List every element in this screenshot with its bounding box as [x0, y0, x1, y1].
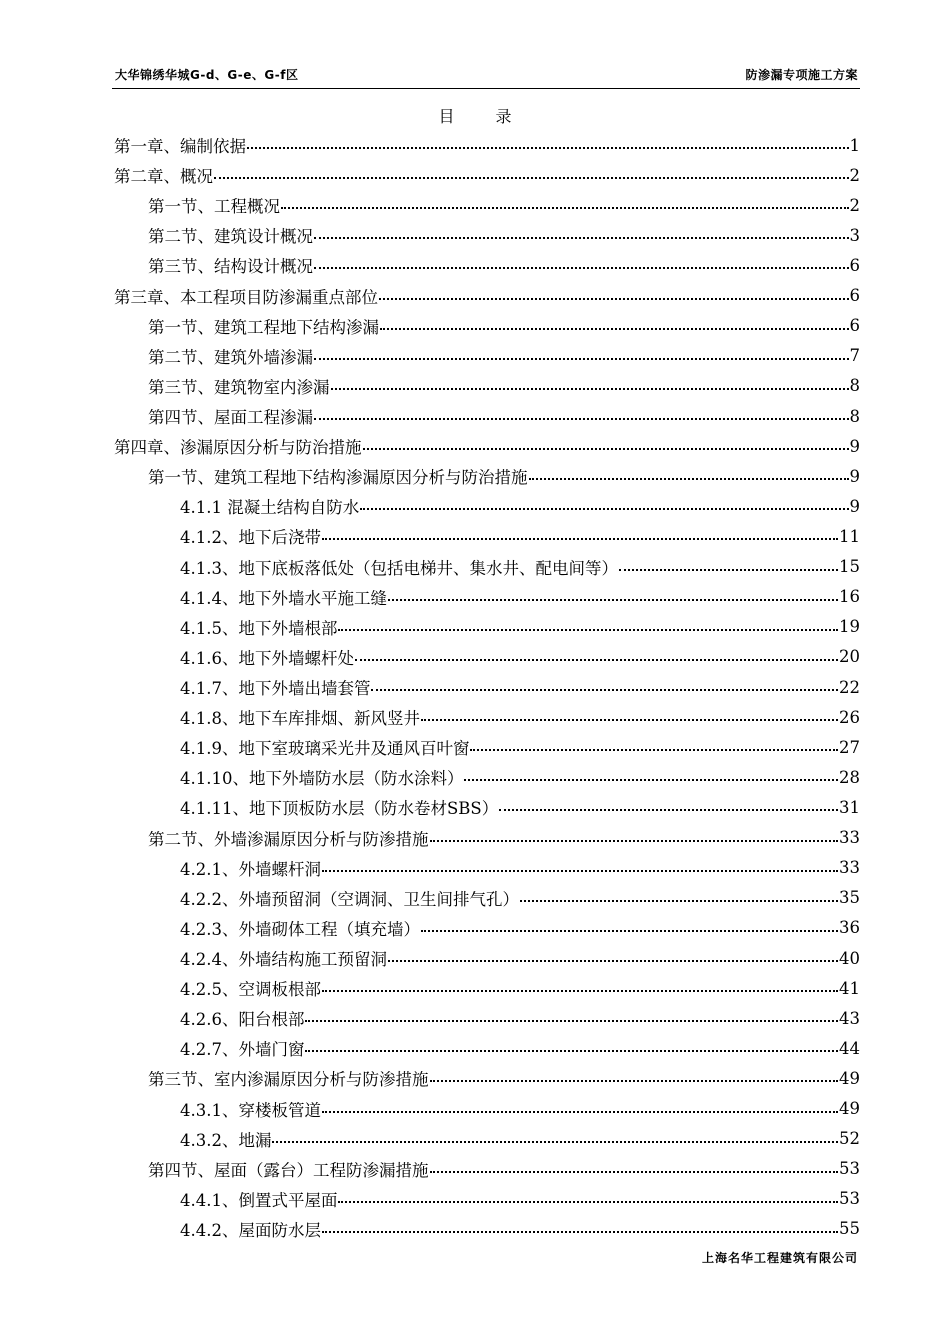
toc-entry-label: 第三节、室内渗漏原因分析与防渗措施 [148, 1070, 429, 1090]
toc-entry-label: 4.1.1 混凝土结构自防水 [180, 498, 360, 518]
toc-entry[interactable] [114, 612, 860, 642]
toc-entry[interactable] [114, 823, 860, 853]
toc-dot-leader [520, 900, 838, 902]
toc-entry-page-number: 44 [839, 1038, 860, 1058]
toc-entry-label: 4.2.1、外墙螺杆洞 [180, 859, 321, 879]
toc-dot-leader [464, 779, 838, 781]
toc-entry-label: 4.2.4、外墙结构施工预留洞 [180, 950, 387, 969]
toc-entry-page-number: 40 [839, 948, 860, 968]
toc-entry[interactable] [114, 491, 860, 521]
toc-entry-page-number: 8 [849, 376, 860, 396]
toc-dot-leader [380, 328, 849, 330]
toc-entry[interactable] [114, 521, 860, 551]
toc-entry[interactable] [114, 582, 860, 612]
toc-entry[interactable] [114, 1063, 860, 1093]
toc-dot-leader [421, 930, 838, 932]
toc-entry-label: 第二节、外墙渗漏原因分析与防渗措施 [148, 829, 429, 849]
toc-entry-page-number: 9 [849, 436, 860, 456]
toc-entry[interactable] [114, 883, 860, 913]
toc-entry[interactable] [114, 311, 860, 341]
toc-dot-leader [322, 1111, 838, 1113]
toc-entry-page-number: 15 [839, 557, 860, 577]
toc-entry[interactable] [114, 913, 860, 943]
toc-entry[interactable] [114, 853, 860, 883]
toc-entry-page-number: 28 [839, 767, 860, 787]
toc-entry[interactable] [114, 1154, 860, 1184]
toc-entry[interactable] [114, 190, 860, 220]
toc-dot-leader [305, 1050, 838, 1052]
toc-entry-page-number: 33 [839, 828, 860, 848]
toc-dot-leader [281, 207, 849, 209]
toc-dot-leader [499, 809, 838, 811]
toc-dot-leader [355, 659, 838, 661]
toc-dot-leader [388, 599, 838, 601]
toc-entry-page-number: 7 [849, 346, 860, 366]
toc-entry-label: 4.1.7、地下外墙出墙套管 [180, 679, 371, 699]
toc-dot-leader [322, 870, 838, 872]
toc-entry-label: 第三节、建筑物室内渗漏 [148, 377, 330, 397]
header-project-name: 大华锦绣华城G-d、G-e、G-f区 [115, 68, 299, 82]
toc-entry-label: 第二节、建筑外墙渗漏 [148, 347, 313, 367]
toc-entry[interactable] [114, 792, 860, 822]
toc-entry-label: 第四节、屋面（露台）工程防渗漏措施 [148, 1160, 429, 1180]
toc-entry-label: 4.1.9、地下室玻璃采光井及通风百叶窗 [180, 739, 470, 759]
toc-dot-leader [619, 569, 838, 571]
toc-entry[interactable] [114, 762, 860, 792]
toc-entry[interactable] [114, 732, 860, 762]
toc-entry-label: 4.2.7、外墙门窗 [180, 1040, 305, 1060]
toc-entry-label: 第一节、建筑工程地下结构渗漏 [148, 317, 379, 337]
toc-entry[interactable] [114, 341, 860, 371]
toc-entry[interactable] [114, 1094, 860, 1124]
toc-dot-leader [338, 1201, 838, 1203]
toc-entry-label: 4.1.10、地下外墙防水层（防水涂料） [180, 769, 464, 789]
toc-entry-page-number: 49 [839, 1068, 860, 1088]
toc-dot-leader [314, 267, 849, 269]
toc-dot-leader [430, 1171, 839, 1173]
footer-company-name: 上海名华工程建筑有限公司 [701, 1251, 858, 1265]
toc-entry-page-number: 6 [849, 316, 860, 336]
toc-entry-page-number: 26 [839, 707, 860, 727]
toc-entry-label: 4.2.2、外墙预留洞（空调洞、卫生间排气孔） [180, 889, 519, 909]
toc-entry-label: 4.4.2、屋面防水层 [180, 1220, 321, 1240]
toc-entry[interactable] [114, 371, 860, 401]
toc-dot-leader [338, 629, 838, 631]
toc-entry-page-number: 19 [839, 617, 860, 637]
toc-entry-page-number: 22 [839, 677, 860, 697]
toc-entry-page-number: 9 [849, 466, 860, 486]
toc-entry-label: 4.1.6、地下外墙螺杆处 [180, 648, 354, 668]
toc-dot-leader [371, 689, 838, 691]
toc-dot-leader [360, 508, 848, 510]
toc-dot-leader [322, 1231, 838, 1233]
toc-entry-page-number: 31 [839, 797, 860, 817]
toc-entry-page-number: 33 [839, 858, 860, 878]
toc-entry-label: 4.4.1、倒置式平屋面 [180, 1190, 338, 1210]
toc-entry-label: 4.2.5、空调板根部 [180, 980, 321, 1000]
toc-entry-page-number: 9 [849, 496, 860, 516]
toc-entry-label: 4.1.11、地下顶板防水层（防水卷材SBS） [180, 799, 499, 819]
toc-dot-leader [430, 1080, 839, 1082]
toc-dot-leader [379, 298, 849, 300]
toc-entry-label: 第一章、编制依据 [114, 137, 246, 157]
header-rule [112, 88, 860, 89]
toc-entry-page-number: 6 [849, 255, 860, 275]
toc-entry-page-number: 3 [849, 225, 860, 245]
toc-dot-leader [331, 388, 849, 390]
toc-dot-leader [322, 538, 838, 540]
toc-dot-leader [214, 177, 849, 179]
toc-entry[interactable] [114, 160, 860, 190]
toc-entry-label: 4.2.6、阳台根部 [180, 1010, 305, 1030]
toc-entry-label: 4.1.8、地下车库排烟、新风竖井 [180, 709, 420, 729]
toc-entry-label: 第二节、建筑设计概况 [148, 227, 313, 247]
toc-entry[interactable] [114, 220, 860, 250]
toc-entry[interactable] [114, 1124, 860, 1154]
toc-entry-page-number: 53 [839, 1189, 860, 1209]
toc-entry[interactable] [114, 973, 860, 1003]
toc-dot-leader [314, 418, 849, 420]
toc-entry-label: 第一节、工程概况 [148, 197, 280, 217]
toc-dot-leader [529, 478, 849, 480]
toc-entry[interactable] [114, 461, 860, 491]
toc-entry[interactable] [114, 130, 860, 160]
toc-entry-label: 第二章、概况 [114, 167, 213, 187]
toc-entry-label: 4.2.3、外墙砌体工程（填充墙） [180, 919, 420, 939]
toc-entry-page-number: 20 [839, 647, 860, 667]
toc-entry[interactable] [114, 702, 860, 732]
toc-dot-leader [314, 237, 849, 239]
toc-entry[interactable] [114, 1003, 860, 1033]
toc-entry[interactable] [114, 1184, 860, 1214]
toc-entry-page-number: 6 [849, 286, 860, 306]
toc-entry[interactable] [114, 642, 860, 672]
toc-title: 目 录 [438, 107, 530, 126]
toc-entry-label: 4.3.1、穿楼板管道 [180, 1100, 321, 1120]
toc-entry-label: 4.1.4、地下外墙水平施工缝 [180, 588, 387, 608]
toc-dot-leader [421, 719, 838, 721]
toc-entry-page-number: 2 [849, 195, 860, 215]
toc-entry-page-number: 36 [839, 918, 860, 938]
toc-entry-page-number: 11 [839, 526, 860, 546]
toc-entry-page-number: 1 [849, 135, 860, 155]
toc-entry-page-number: 16 [839, 587, 860, 607]
toc-entry-page-number: 43 [839, 1008, 860, 1028]
toc-entry-label: 第一节、建筑工程地下结构渗漏原因分析与防治措施 [148, 468, 528, 488]
toc-entry-label: 第三章、本工程项目防渗漏重点部位 [114, 287, 378, 307]
toc-entry-label: 4.1.5、地下外墙根部 [180, 618, 338, 638]
toc-entry[interactable] [114, 672, 860, 702]
toc-dot-leader [322, 990, 838, 992]
toc-entry-page-number: 55 [839, 1219, 860, 1239]
toc-dot-leader [363, 448, 849, 450]
toc-entry[interactable] [114, 552, 860, 582]
toc-entry[interactable] [114, 281, 860, 311]
toc-entry-label: 4.3.2、地漏 [180, 1130, 272, 1150]
toc-entry[interactable] [114, 1033, 860, 1063]
table-of-contents [114, 130, 860, 1244]
toc-entry-label: 第四节、屋面工程渗漏 [148, 408, 313, 428]
toc-entry-page-number: 49 [839, 1099, 860, 1119]
toc-entry[interactable] [114, 401, 860, 431]
header-document-title: 防渗漏专项施工方案 [745, 68, 858, 82]
toc-entry-page-number: 53 [839, 1159, 860, 1179]
toc-entry-page-number: 2 [849, 165, 860, 185]
toc-entry-page-number: 41 [839, 978, 860, 998]
toc-dot-leader [247, 147, 849, 149]
toc-entry-label: 第四章、渗漏原因分析与防治措施 [114, 438, 362, 458]
toc-entry-page-number: 27 [839, 737, 860, 757]
toc-entry-label: 4.1.3、地下底板落低处（包括电梯井、集水井、配电间等） [180, 558, 618, 578]
toc-entry-label: 4.1.2、地下后浇带 [180, 528, 321, 548]
toc-dot-leader [470, 749, 838, 751]
toc-entry-page-number: 8 [849, 406, 860, 426]
toc-entry[interactable] [114, 943, 860, 973]
toc-dot-leader [430, 840, 839, 842]
toc-entry[interactable] [114, 250, 860, 280]
toc-dot-leader [388, 960, 838, 962]
toc-entry[interactable] [114, 1214, 860, 1244]
toc-entry[interactable] [114, 431, 860, 461]
toc-entry-page-number: 35 [839, 888, 860, 908]
toc-dot-leader [314, 358, 849, 360]
toc-entry-label: 第三节、结构设计概况 [148, 257, 313, 277]
toc-entry-page-number: 52 [839, 1129, 860, 1149]
toc-dot-leader [272, 1141, 838, 1143]
toc-dot-leader [305, 1020, 838, 1022]
